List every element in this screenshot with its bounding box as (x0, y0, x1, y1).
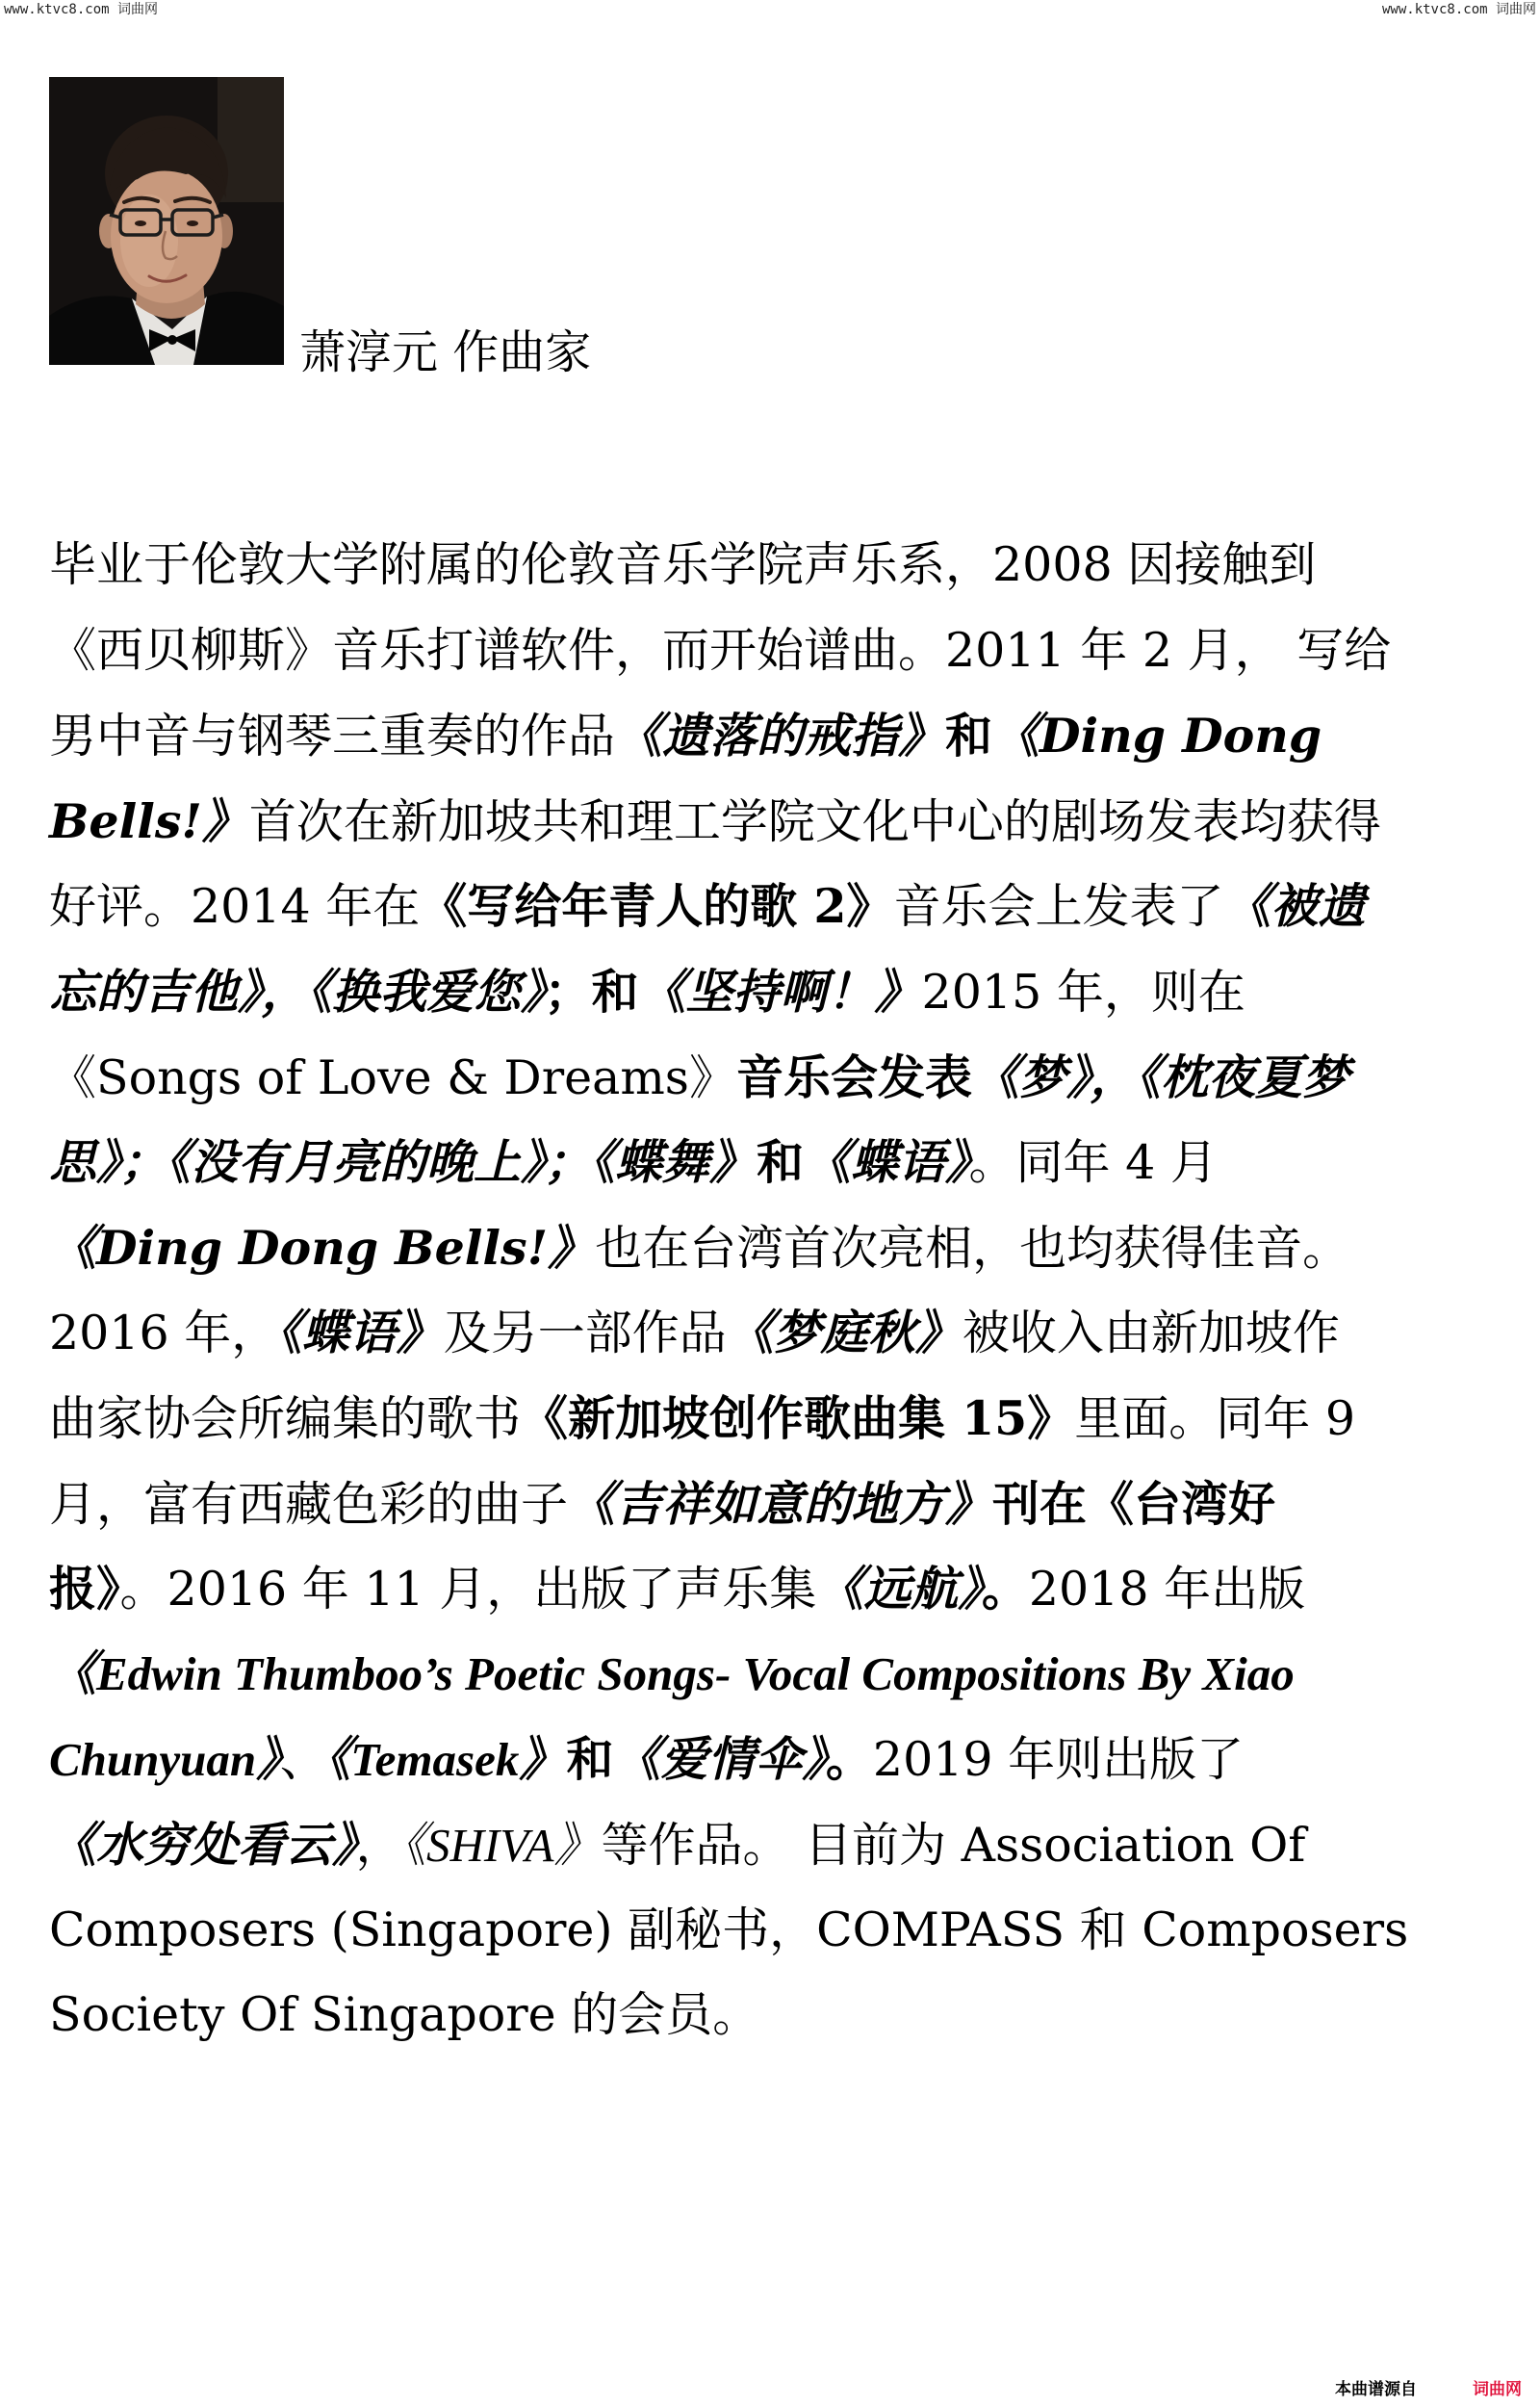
bio-line (49, 1376, 1498, 1462)
bio-book-title: 《新加坡创作歌曲集 15》 (521, 1389, 1075, 1446)
biography (49, 523, 1498, 2058)
bio-text-bold: 和 (945, 708, 993, 764)
bio-text: 、 (279, 1732, 327, 1788)
bio-work-title: 《Ding Dong Bells!》 (49, 1219, 596, 1276)
bio-text: 好评。2014 年在 (49, 879, 421, 935)
bio-text: 2016 年， (49, 1306, 279, 1361)
bio-text-bold: 音乐会发表 (735, 1048, 972, 1105)
bio-text: Composers (Singapore) 副秘书，COMPASS 和 Composers (49, 1902, 1409, 1957)
bio-text: 里面。同年 9 (1074, 1390, 1356, 1446)
bio-text: 首次在新加坡共和理工学院文化中心的剧场发表均获得 (248, 793, 1381, 849)
bio-work-title: 《梦》，《枕夜夏梦 (971, 1048, 1349, 1105)
bio-text: 2018 年出版 (1028, 1562, 1306, 1618)
bio-text: Society Of Singapore 的会员。 (49, 1987, 760, 2043)
footer-site-name: 词曲网 (1473, 2380, 1522, 2399)
bio-publication-title: 刊在《台湾好 (992, 1475, 1276, 1532)
bio-line (49, 864, 1498, 949)
bio-work-title: 《被遗 (1223, 878, 1366, 935)
bio-text-bold: 。 (981, 1561, 1029, 1618)
bio-text: 月，富有西藏色彩的曲子 (49, 1476, 569, 1532)
bio-line (49, 1462, 1498, 1547)
bio-text: 2015 年，则在 (921, 964, 1245, 1020)
bio-line (49, 1802, 1498, 1888)
bio-text: 等作品。 目前为 Association Of (601, 1817, 1306, 1873)
bio-work-title: 忘的吉他》，《换我爱您》 (49, 963, 545, 1020)
bio-work-title: 《Ding Dong (992, 708, 1322, 764)
bio-work-title: 《梦庭秋》 (726, 1305, 962, 1361)
bio-work-title: 思》；《没有月亮的晚上》；《蝶舞》 (49, 1134, 757, 1191)
bio-line (49, 1205, 1498, 1291)
bio-text: 。同年 4 月 (968, 1135, 1218, 1191)
bio-work-title: 《遗落的戒指》 (615, 708, 946, 764)
bio-line (49, 1290, 1498, 1376)
bio-line (49, 523, 1498, 608)
bio-concert-title: 《Songs of Love & Dreams》 (49, 1049, 736, 1105)
bio-work-title: Chunyuan》 (49, 1733, 280, 1787)
bio-concert-title: 《写给年青人的歌 2》 (420, 878, 894, 935)
bio-text-bold: ；和 (544, 963, 639, 1020)
bio-text: 。2016 年 11 月，出版了声乐集 (119, 1562, 817, 1618)
photo-background-light (218, 77, 284, 202)
bio-line (49, 1632, 1498, 1718)
bio-line (49, 949, 1498, 1035)
bio-work-title: 《水穷处看云》 (49, 1816, 356, 1873)
bio-text: ， (355, 1817, 403, 1873)
composer-photo (49, 77, 284, 365)
bio-line (49, 1120, 1498, 1205)
bio-line (49, 1717, 1498, 1802)
bio-text: 及另一部作品 (443, 1306, 727, 1361)
bio-work-title: 《SHIVA》 (402, 1818, 602, 1872)
footer-source-label: 本曲谱源自 (1335, 2380, 1417, 2399)
bio-publication-title: 报》 (49, 1561, 120, 1618)
bio-text: 曲家协会所编集的歌书 (49, 1390, 522, 1446)
bio-text: 毕业于伦敦大学附属的伦敦音乐学院声乐系，2008 因接触到 (49, 537, 1317, 592)
bio-text: 音乐会上发表了 (893, 879, 1224, 935)
bio-text: 被收入由新加坡作 (962, 1306, 1340, 1361)
bio-work-title: 《Edwin Thumboo’s Poetic Songs- Vocal Compositions By Xiao (49, 1646, 1295, 1700)
bio-line (49, 1888, 1498, 1974)
bio-text: 男中音与钢琴三重奏的作品 (49, 709, 616, 764)
bio-line (49, 1973, 1498, 2058)
bio-text: 2019 年则出版了 (872, 1732, 1245, 1788)
bio-text: 《西贝柳斯》音乐打谱软件，而开始谱曲。2011 年 2 月， 写给 (49, 622, 1392, 678)
bio-line (49, 1546, 1498, 1632)
bio-text-bold: 和 (566, 1731, 614, 1788)
bio-text-bold: 和 (757, 1134, 805, 1191)
bio-work-title: 《爱情伞》 (613, 1731, 826, 1788)
bio-work-title: 《蝶语》 (804, 1134, 969, 1191)
bio-work-title: 《远航》 (816, 1561, 982, 1618)
watermark-left: www.ktvc8.com 词曲网 (4, 2, 159, 17)
bio-work-title: 《Temasek》 (326, 1733, 567, 1787)
bio-work-title: 《蝶语》 (278, 1305, 444, 1361)
bio-text-bold: 。 (825, 1731, 873, 1788)
bio-text: 也在台湾首次亮相，也均获得佳音。 (595, 1220, 1350, 1276)
bio-line (49, 1035, 1498, 1121)
composer-name-title: 萧淳元 作曲家 (299, 325, 592, 379)
watermark-right: www.ktvc8.com 词曲网 (1381, 2, 1536, 17)
bio-line (49, 608, 1498, 694)
bio-line (49, 693, 1498, 779)
bio-line (49, 779, 1498, 865)
bio-work-title: 《吉祥如意的地方》 (568, 1475, 993, 1532)
bio-work-title: 《坚持啊！》 (638, 963, 922, 1020)
bio-work-title: Bells!》 (49, 792, 249, 849)
